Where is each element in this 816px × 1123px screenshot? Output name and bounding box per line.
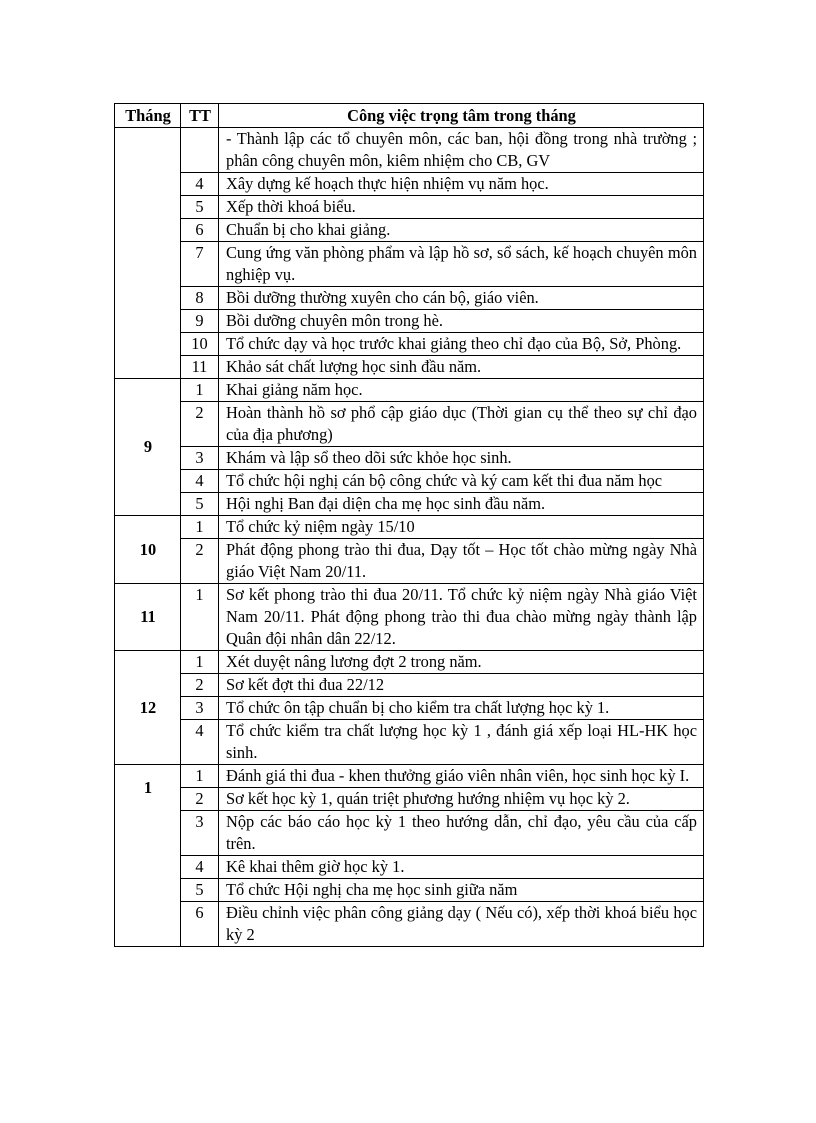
tt-cell: 9 <box>181 310 219 333</box>
tt-cell: 5 <box>181 879 219 902</box>
task-cell: Tổ chức Hội nghị cha mẹ học sinh giữa năm <box>219 879 704 902</box>
month-cell: 9 <box>115 379 181 516</box>
tt-cell: 6 <box>181 219 219 242</box>
task-cell: - Thành lập các tổ chuyên môn, các ban, hội đồng trong nhà trường ; phân công chuyên môn, kiêm nhiệm cho CB, GV <box>219 128 704 173</box>
task-cell: Sơ kết học kỳ 1, quán triệt phương hướng nhiệm vụ học kỳ 2. <box>219 788 704 811</box>
tt-cell: 1 <box>181 516 219 539</box>
tt-cell: 11 <box>181 356 219 379</box>
table-row <box>115 493 704 516</box>
table-row <box>115 196 704 219</box>
header-month: Tháng <box>115 104 181 128</box>
tt-cell: 4 <box>181 173 219 196</box>
tt-cell: 6 <box>181 902 219 947</box>
tt-cell: 2 <box>181 674 219 697</box>
table-row <box>115 447 704 470</box>
month-cell: 10 <box>115 516 181 584</box>
header-task: Công việc trọng tâm trong tháng <box>219 104 704 128</box>
table-row <box>115 584 704 651</box>
table-row <box>115 402 704 447</box>
table-row <box>115 674 704 697</box>
tt-cell: 1 <box>181 651 219 674</box>
table-row <box>115 310 704 333</box>
table-row <box>115 811 704 856</box>
table-row <box>115 879 704 902</box>
tt-cell: 7 <box>181 242 219 287</box>
task-cell: Xếp thời khoá biểu. <box>219 196 704 219</box>
task-cell: Sơ kết phong trào thi đua 20/11. Tổ chức kỷ niệm ngày Nhà giáo Việt Nam 20/11. Phát động phong trào thi đua chào mừng ngày thành lập Quân đội nhân dân 22/12. <box>219 584 704 651</box>
tt-cell: 3 <box>181 447 219 470</box>
tt-cell: 4 <box>181 856 219 879</box>
task-cell: Phát động phong trào thi đua, Dạy tốt – Học tốt chào mừng ngày Nhà giáo Việt Nam 20/11. <box>219 539 704 584</box>
tt-cell: 8 <box>181 287 219 310</box>
table-row <box>115 516 704 539</box>
task-cell: Khai giảng năm học. <box>219 379 704 402</box>
task-cell: Tổ chức dạy và học trước khai giảng theo chỉ đạo của Bộ, Sở, Phòng. <box>219 333 704 356</box>
tt-cell: 3 <box>181 811 219 856</box>
task-cell: Điều chỉnh việc phân công giảng dạy ( Nếu có), xếp thời khoá biểu học kỳ 2 <box>219 902 704 947</box>
tt-cell: 5 <box>181 493 219 516</box>
work-plan-table <box>114 103 704 947</box>
task-cell: Đánh giá thi đua - khen thưởng giáo viên nhân viên, học sinh học kỳ I. <box>219 765 704 788</box>
table-row <box>115 902 704 947</box>
table-row <box>115 128 704 173</box>
tt-cell: 3 <box>181 697 219 720</box>
task-cell: Xây dựng kế hoạch thực hiện nhiệm vụ năm học. <box>219 173 704 196</box>
month-cell: 12 <box>115 651 181 765</box>
task-cell: Tổ chức ôn tập chuẩn bị cho kiểm tra chất lượng học kỳ 1. <box>219 697 704 720</box>
tt-cell: 4 <box>181 720 219 765</box>
header-tt: TT <box>181 104 219 128</box>
tt-cell: 10 <box>181 333 219 356</box>
task-cell: Tổ chức hội nghị cán bộ công chức và ký cam kết thi đua năm học <box>219 470 704 493</box>
task-cell: Tổ chức kỷ niệm ngày 15/10 <box>219 516 704 539</box>
table-row <box>115 697 704 720</box>
table-row <box>115 765 704 788</box>
tt-cell <box>181 128 219 173</box>
task-cell: Bồi dưỡng thường xuyên cho cán bộ, giáo viên. <box>219 287 704 310</box>
table-row <box>115 788 704 811</box>
tt-cell: 2 <box>181 788 219 811</box>
month-cell <box>115 128 181 379</box>
task-cell: Tổ chức kiểm tra chất lượng học kỳ 1 , đánh giá xếp loại HL-HK học sinh. <box>219 720 704 765</box>
tt-cell: 2 <box>181 539 219 584</box>
task-cell: Khám và lập sổ theo dõi sức khỏe học sinh. <box>219 447 704 470</box>
task-cell: Hoàn thành hồ sơ phổ cập giáo dục (Thời gian cụ thể theo sự chỉ đạo của địa phương) <box>219 402 704 447</box>
table-row <box>115 173 704 196</box>
task-cell: Bồi dưỡng chuyên môn trong hè. <box>219 310 704 333</box>
tt-cell: 2 <box>181 402 219 447</box>
table-row <box>115 470 704 493</box>
tt-cell: 1 <box>181 584 219 651</box>
header-row <box>115 104 704 128</box>
table-body <box>115 128 704 947</box>
task-cell: Xét duyệt nâng lương đợt 2 trong năm. <box>219 651 704 674</box>
tt-cell: 4 <box>181 470 219 493</box>
task-cell: Sơ kết đợt thi đua 22/12 <box>219 674 704 697</box>
table-row <box>115 333 704 356</box>
table-row <box>115 242 704 287</box>
table-row <box>115 651 704 674</box>
month-cell: 1 <box>115 765 181 947</box>
table-row <box>115 379 704 402</box>
task-cell: Chuẩn bị cho khai giảng. <box>219 219 704 242</box>
task-cell: Kê khai thêm giờ học kỳ 1. <box>219 856 704 879</box>
table-row <box>115 539 704 584</box>
table-row <box>115 287 704 310</box>
table-row <box>115 856 704 879</box>
tt-cell: 5 <box>181 196 219 219</box>
month-cell: 11 <box>115 584 181 651</box>
tt-cell: 1 <box>181 379 219 402</box>
task-cell: Cung ứng văn phòng phẩm và lập hồ sơ, sổ sách, kế hoạch chuyên môn nghiệp vụ. <box>219 242 704 287</box>
table-row <box>115 219 704 242</box>
tt-cell: 1 <box>181 765 219 788</box>
table-row <box>115 356 704 379</box>
task-cell: Khảo sát chất lượng học sinh đầu năm. <box>219 356 704 379</box>
table-row <box>115 720 704 765</box>
task-cell: Hội nghị Ban đại diện cha mẹ học sinh đầu năm. <box>219 493 704 516</box>
task-cell: Nộp các báo cáo học kỳ 1 theo hướng dẫn, chỉ đạo, yêu cầu của cấp trên. <box>219 811 704 856</box>
